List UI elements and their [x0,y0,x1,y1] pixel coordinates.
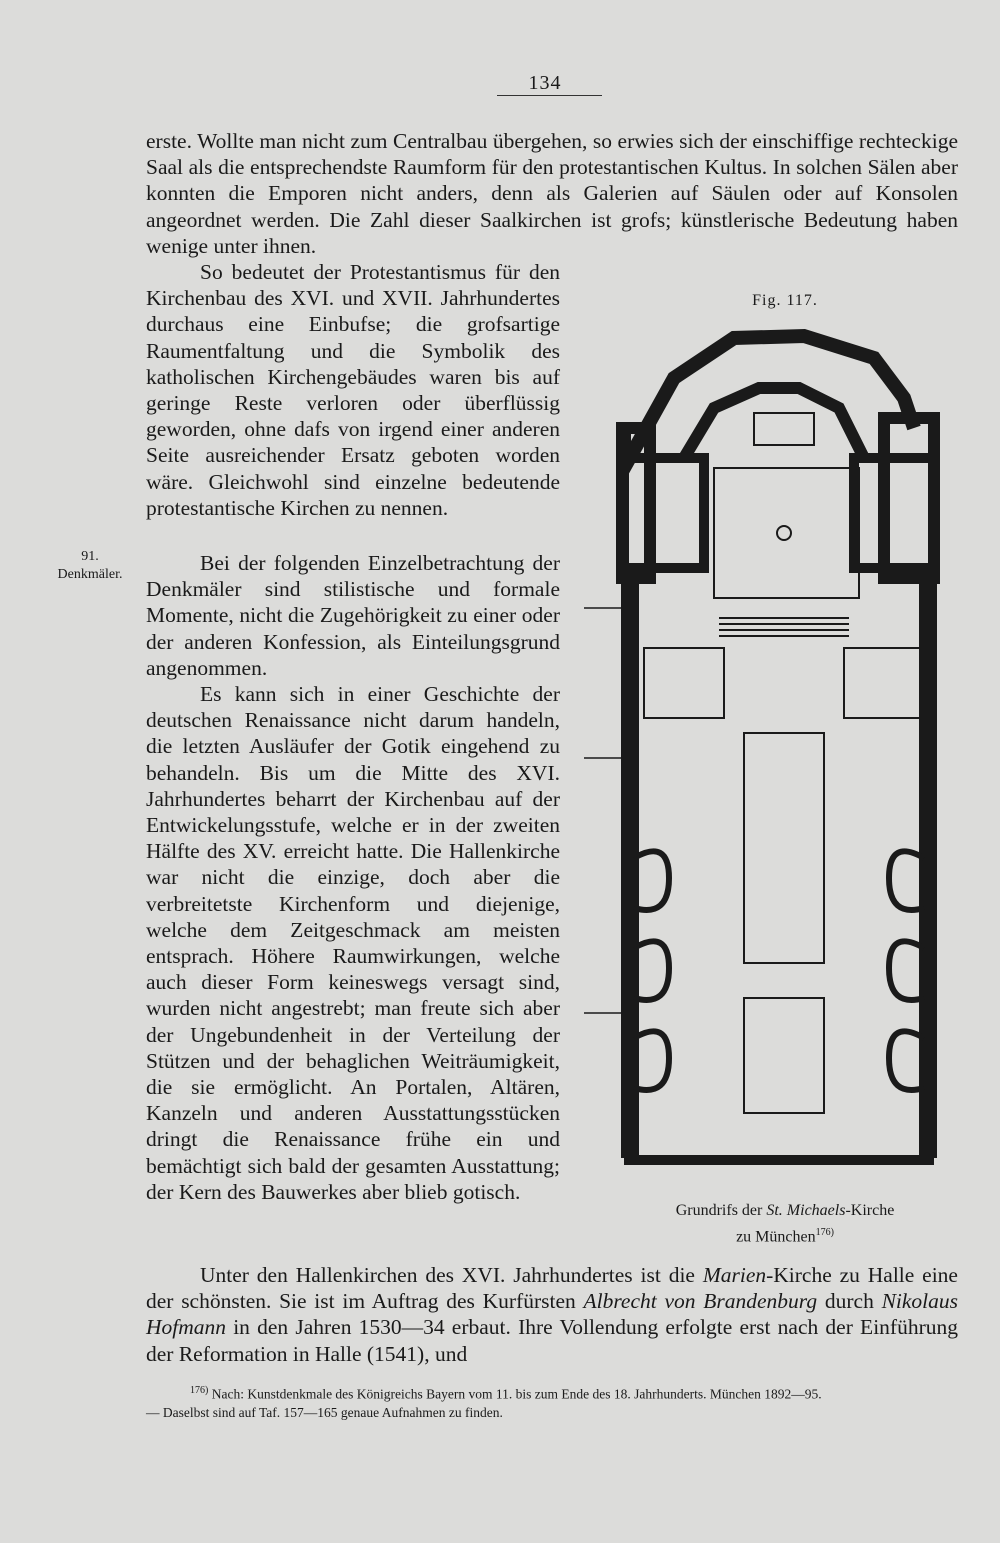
footnote-text: Nach: Kunstdenkmale des Königreichs Bayern vom 11. bis zum Ende des 18. Jahrhunderts. München 1892—95. [208,1386,822,1402]
paragraph-5-part: durch [817,1289,882,1314]
paragraph-2 [146,259,560,521]
paragraph-3 [146,550,560,681]
paragraph-5-text [146,1262,958,1367]
paragraph-1 [146,128,958,259]
paragraph-5-part: -Kirche zu Halle eine der schönsten. Sie ist im Auftrag des Kurfürsten [146,1263,958,1314]
footnote-line-2: — Daselbst sind auf Taf. 157—165 genaue Aufnahmen zu finden. [146,1404,503,1420]
person-name-albrecht: Albrecht von Brandenburg [583,1289,818,1314]
figure-label: Fig. 117. [752,292,818,309]
paragraph-5 [146,1262,958,1367]
margin-note-number: 91. [81,549,99,564]
footnotes [146,1382,958,1422]
caption-part: zu München [736,1228,816,1246]
paragraph-5-part: in den Jahren 1530—34 erbaut. Ihre Vollendung erfolgte erst nach der Einführung der Reformation in Halle (1541), und [146,1315,958,1366]
church-name-marien: Marien [702,1263,767,1287]
page-number-rule [497,95,602,96]
person-name-hofmann: Nikolaus Hofmann [146,1289,959,1340]
paragraph-1-text: erste. Wollte man nicht zum Centralbau übergehen, so erwies sich der einschiffige rechteckige Saal als die entsprechendste Raumform für den protestantischen Kultus. In solchen Sälen aber konnten die Emporen nicht anders, denn als Galerien auf Säulen oder auf Konsolen angeordnet werden. Die Zahl dieser Saalkirchen ist grofs; künstlerische Bedeutung haben wenige unter ihnen. [146,129,958,258]
paragraph-4 [146,681,560,1205]
paragraph-2-text: So bedeutet der Protestantismus für den Kirchenbau des XVI. und XVII. Jahrhundertes durchaus eine Einbufse; die grofsartige Raumentfaltung und die Symbolik des katholischen Kirchengebäudes waren bis auf geringe Reste verloren oder überflüssig geworden, ohne dafs von irgend einer anderen Seite ausreichender Ersatz geboten worden wäre. Gleichwohl sind einzelne bedeutende protestantische Kirchen zu nennen. [146,260,560,520]
margin-note-title: Denkmäler. [57,567,123,582]
caption-part: Grundrifs der [675,1202,767,1219]
page-number: 134 [528,72,562,94]
caption-line-1 [620,1200,950,1222]
caption-line-2 [620,1222,950,1248]
margin-note [40,548,140,584]
paragraph-4-text: Es kann sich in einer Geschichte der deutschen Renaissance nicht darum handeln, die letzten Ausläufer der Gotik eingehend zu behandeln. Bis um die Mitte des XVI. Jahrhundertes beharrt der Kirchenbau auf der Entwickelungsstufe, welche er in der zweiten Hälfte des XV. erreicht hatte. Die Hallenkirche war nicht die einzige, doch aber die verbreitetste Kirchenform und diejenige, welche dem Zeitgeschmack am meisten entsprach. Höhere Raumwirkungen, welche auch dieser Form keineswegs versagt sind, wurden nicht angestrebt; man freute sich aber der Ungebundenheit in der Verteilung der Stützen und der behaglichen Weiträumigkeit, die sie ermöglicht. An Portalen, Altären, Kanzeln und anderen Ausstattungsstücken dringt die Renaissance frühe ein und bemächtigt sich bald der gesamten Ausstattung; der Kern des Bauwerkes aber blieb gotisch. [146,682,560,1204]
footnote-marker: 176) [190,1385,209,1396]
floor-plan-illustration [584,318,954,1178]
footnote-line-1 [146,1382,958,1404]
caption-part: -Kirche [845,1202,895,1219]
caption-footnote-ref: 176) [815,1227,834,1238]
figure-caption [620,1200,950,1248]
caption-church-name: St. Michaels [766,1202,846,1219]
paragraph-3-text: Bei der folgenden Einzelbetrachtung der Denkmäler sind stilistische und formale Momente, nicht die Zugehörigkeit zu einer oder der anderen Konfession, als Einteilungsgrund angenommen. [146,551,560,680]
paragraph-5-part: Unter den Hallenkirchen des XVI. Jahrhundertes ist die [200,1263,703,1287]
